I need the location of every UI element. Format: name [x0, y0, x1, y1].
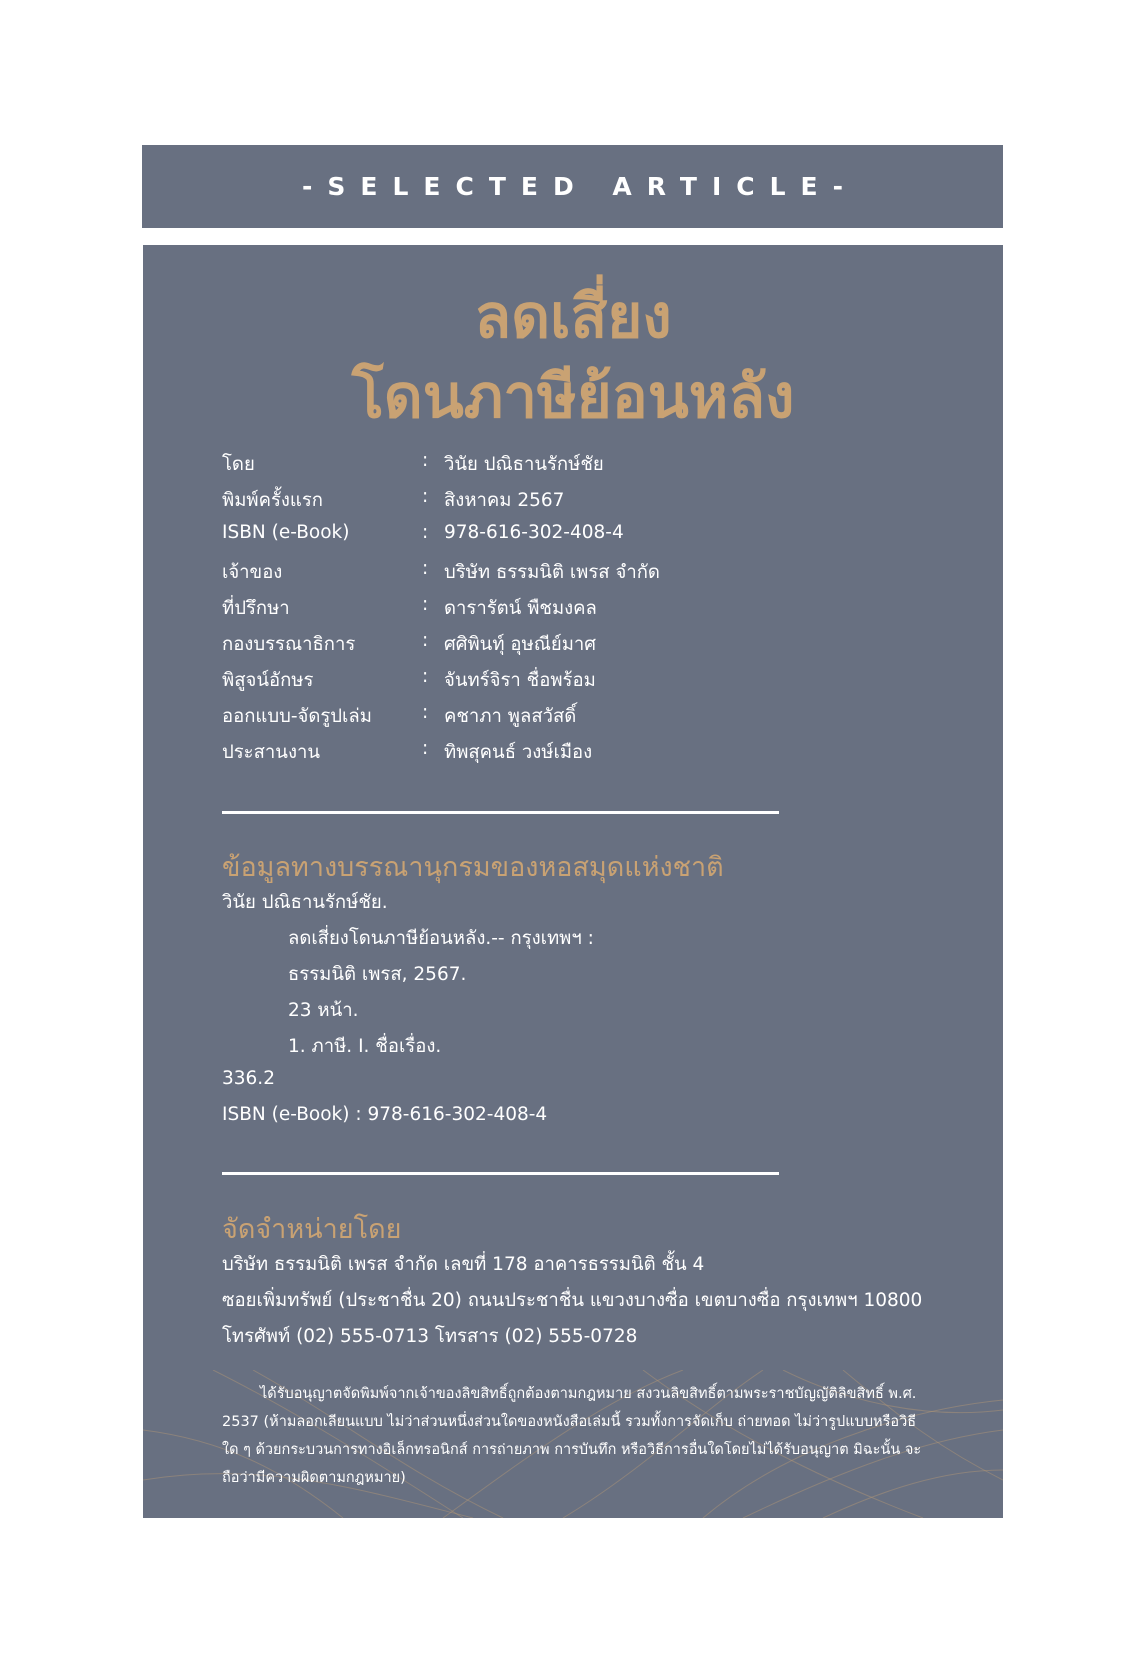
credit-colon: :: [422, 630, 429, 651]
credit-value: วินัย ปณิธานรักษ์ชัย: [444, 454, 604, 475]
credit-value: คชาภา พูลสวัสดิ์: [444, 706, 577, 727]
credit-value: ทิพสุคนธ์ วงษ์เมือง: [444, 742, 593, 763]
distribution-info: [222, 1250, 982, 1358]
credit-colon: :: [422, 702, 429, 723]
credit-label: พิมพ์ครั้งแรก: [222, 490, 323, 511]
credit-row: [222, 522, 922, 558]
credit-label: ออกแบบ-จัดรูปเล่ม: [222, 706, 372, 727]
distribution-line: โทรศัพท์ (02) 555-0713 โทรสาร (02) 555-0728: [222, 1326, 638, 1347]
credit-row: [222, 486, 922, 522]
credit-colon: :: [422, 522, 429, 543]
credit-label: โดย: [222, 454, 255, 475]
credit-value: ดารารัตน์ พืชมงคล: [444, 598, 597, 619]
copyright-notice-box: [143, 1370, 1003, 1518]
distribution-line: ซอยเพิ่มทรัพย์ (ประชาชื่น 20) ถนนประชาชื่น แขวงบางซื่อ เขตบางซื่อ กรุงเทพฯ 10800: [222, 1290, 923, 1311]
catalog-line: ลดเสี่ยงโดนภาษีย้อนหลัง.-- กรุงเทพฯ :: [288, 928, 594, 949]
catalog-entry: [222, 888, 922, 1140]
credit-colon: :: [422, 594, 429, 615]
credit-colon: :: [422, 486, 429, 507]
credit-colon: :: [422, 558, 429, 579]
credit-value: บริษัท ธรรมนิติ เพรส จำกัด: [444, 562, 660, 583]
credit-colon: :: [422, 738, 429, 759]
credit-row: [222, 702, 922, 738]
catalog-line: 23 หน้า.: [288, 1000, 359, 1021]
credit-value: 978-616-302-408-4: [444, 522, 624, 543]
credit-row: [222, 450, 922, 486]
catalog-line: ธรรมนิติ เพรส, 2567.: [288, 964, 467, 985]
credit-row: [222, 666, 922, 702]
credit-colon: :: [422, 450, 429, 471]
credit-value: สิงหาคม 2567: [444, 490, 565, 511]
credit-row: [222, 594, 922, 630]
title-line-1: ลดเสี่ยง: [474, 282, 672, 352]
credit-label: ที่ปรึกษา: [222, 598, 290, 619]
catalog-author: วินัย ปณิธานรักษ์ชัย.: [222, 892, 388, 913]
distribution-heading: จัดจำหน่ายโดย: [222, 1214, 402, 1245]
catalog-classification: 336.2: [222, 1068, 275, 1089]
copyright-notice: [222, 1380, 922, 1492]
catalog-line: 1. ภาษี. I. ชื่อเรื่อง.: [288, 1036, 442, 1057]
credit-label: เจ้าของ: [222, 562, 283, 583]
distribution-line: บริษัท ธรรมนิติ เพรส จำกัด เลขที่ 178 อาคารธรรมนิติ ชั้น 4: [222, 1254, 705, 1275]
credit-row: [222, 630, 922, 666]
copyright-text: ได้รับอนุญาตจัดพิมพ์จากเจ้าของลิขสิทธิ์ถูกต้องตามกฎหมาย สงวนลิขสิทธิ์ตามพระราชบัญญัติลิขสิทธิ์ พ.ศ. 2537 (ห้ามลอกเลียนแบบ ไม่ว่าส่วนหนึ่งส่วนใดของหนังสือเล่มนี้ รวมทั้งการจัดเก็บ ถ่ายทอด ไม่ว่ารูปแบบหรือวิธีใด ๆ ด้วยกระบวนการทางอิเล็กทรอนิกส์ การถ่ายภาพ การบันทึก หรือวิธีการอื่นใดโดยไม่ได้รับอนุญาต มิฉะนั้น จะถือว่ามีความผิดตามกฎหมาย): [222, 1386, 922, 1486]
catalog-heading: ข้อมูลทางบรรณานุกรมของหอสมุดแห่งชาติ: [222, 852, 724, 883]
divider: [222, 1172, 779, 1175]
credits-list: [222, 450, 922, 774]
credit-row: [222, 558, 922, 594]
credit-label: กองบรรณาธิการ: [222, 634, 356, 655]
selected-article-banner: [142, 145, 1003, 228]
credit-label: ประสานงาน: [222, 742, 321, 763]
credit-label: พิสูจน์อักษร: [222, 670, 314, 691]
article-panel: [143, 245, 1003, 1518]
divider: [222, 811, 779, 814]
title-line-2: โดนภาษีย้อนหลัง: [351, 362, 795, 432]
banner-text: -SELECTED ARTICLE-: [302, 172, 858, 201]
credit-colon: :: [422, 666, 429, 687]
credit-row: [222, 738, 922, 774]
credit-label: ISBN (e-Book): [222, 522, 350, 543]
credit-value: ศศิพินทุ์ อุษณีย์มาศ: [444, 634, 597, 655]
credit-value: จันทร์จิรา ชื่อพร้อม: [444, 670, 596, 691]
catalog-isbn: ISBN (e-Book) : 978-616-302-408-4: [222, 1104, 548, 1125]
